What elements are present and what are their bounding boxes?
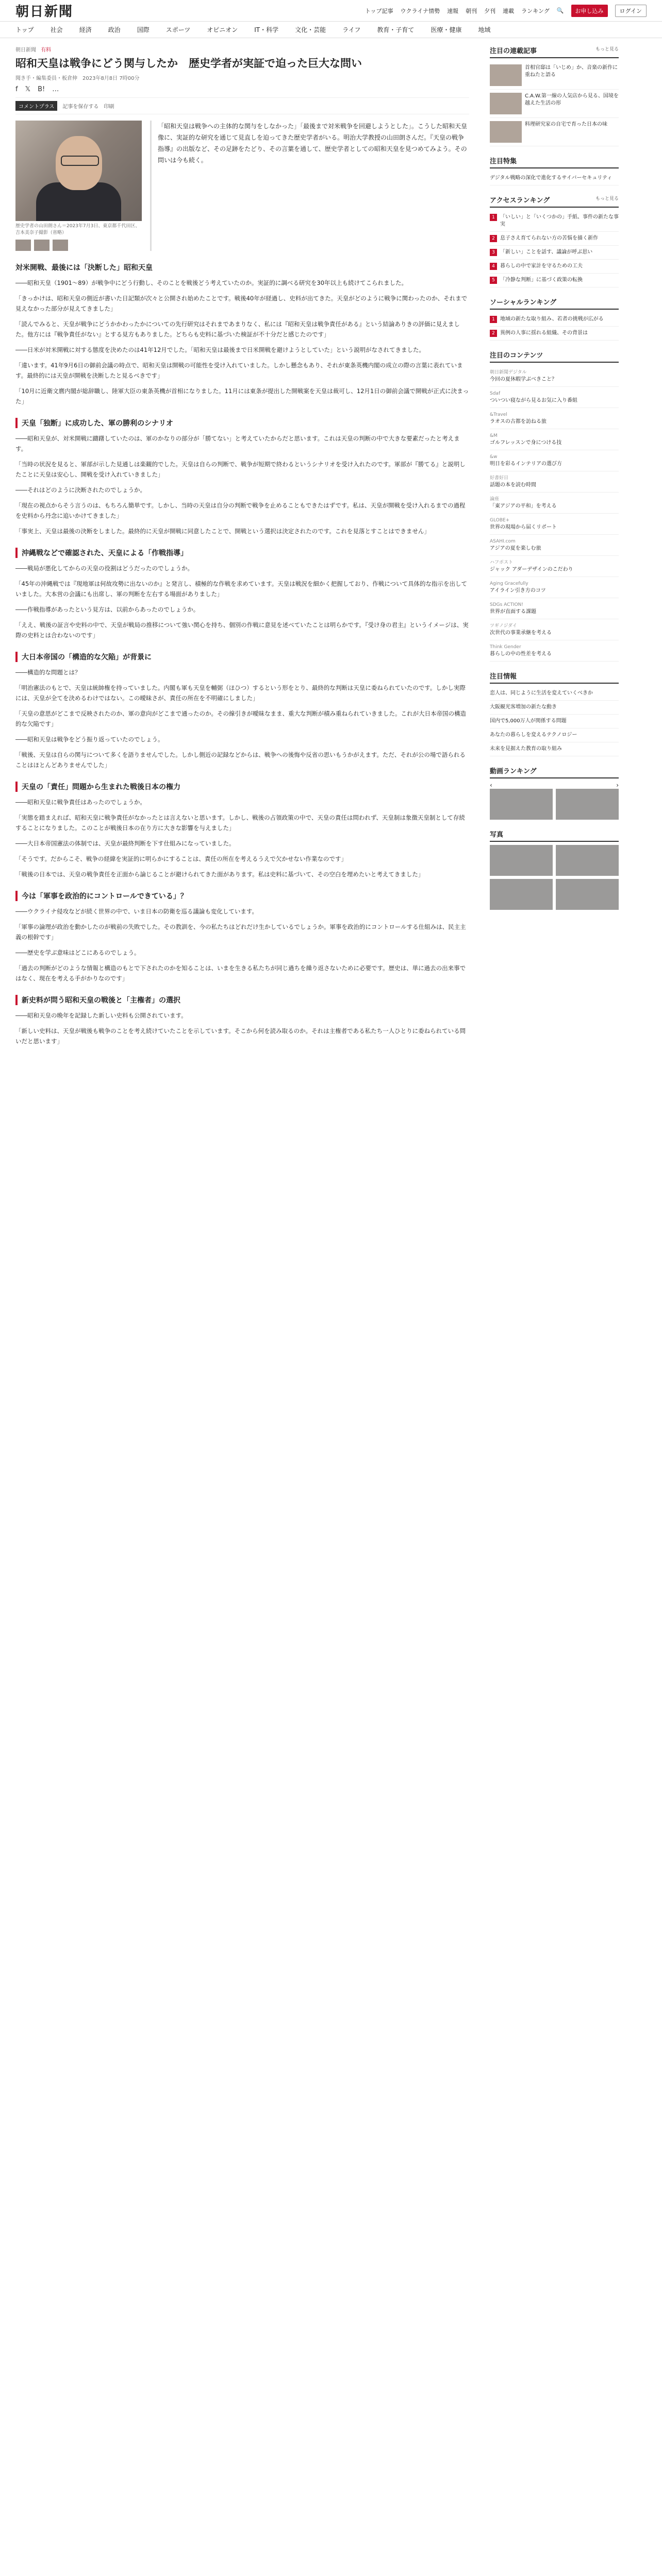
ranking-item[interactable] [490, 246, 619, 260]
photo-thumbnail[interactable] [490, 879, 553, 910]
share-bar [15, 86, 469, 93]
x-share-icon[interactable]: 𝕏 [25, 86, 31, 93]
main-nav-item[interactable]: スポーツ [166, 26, 191, 33]
topic-text: 話題の本を読む時間 [490, 482, 536, 488]
video-thumbnail[interactable] [556, 789, 619, 820]
thumbnail[interactable] [53, 240, 68, 251]
paid-badge: 有料 [41, 47, 52, 53]
more-link[interactable]: もっと見る [595, 47, 619, 52]
comment-plus-button[interactable]: コメントプラス [15, 101, 57, 111]
topic-item[interactable] [490, 408, 619, 429]
topic-text: ラオスの古都を訪ねる旅 [490, 419, 547, 425]
topic-item[interactable] [490, 514, 619, 535]
sidebar [490, 45, 619, 1052]
thumbnail[interactable] [34, 240, 49, 251]
side-list-item[interactable] [490, 90, 619, 118]
paragraph: 「戦後の日本では、天皇の戦争責任を正面から論じることが避けられてきた面があります。私は史料に基づいて、その空白を埋めたいと考えてきました」 [15, 871, 424, 878]
ranking-item[interactable] [490, 313, 619, 327]
paragraph: 「実態を踏まえれば、昭和天皇に戦争責任がなかったとは言えないと思います。しかし、戦後の占領政策の中で、天皇の責任は問われず、天皇制は象徴天皇制として存続することになりました。このことが戦後日本の在り方に大きな影響を与えました」 [15, 814, 465, 832]
video-thumbnail[interactable] [490, 789, 553, 820]
chevron-right-icon[interactable]: › [616, 782, 619, 789]
social-ranking [490, 297, 619, 341]
ranking-item[interactable] [490, 211, 619, 232]
breadcrumb [15, 45, 469, 53]
social-title: ソーシャルランキング [490, 299, 557, 307]
topic-label: 論座 [490, 497, 500, 502]
main-nav-item[interactable]: 教育・子育て [377, 26, 415, 33]
topic-label: &M [490, 433, 498, 438]
feature-item[interactable]: 大阪観光客増加の新たな動き [490, 701, 619, 715]
topic-item[interactable] [490, 429, 619, 450]
paragraph: 「戦後、天皇は自らの関与について多くを語りませんでした。しかし側近の記録などからは、戦争への後悔や反省の思いもうかがえます。ただ、それが公の場で語られることはほとんどありませんでした」 [15, 751, 466, 769]
main-nav-item[interactable]: 経済 [79, 26, 92, 33]
paragraph: ――それはどのように決断されたのでしょうか。 [15, 486, 146, 494]
top-nav-item[interactable]: 連載 [503, 7, 515, 14]
ranking-item[interactable] [490, 232, 619, 246]
topic-label: Sdaf [490, 391, 501, 396]
section-heading: 大日本帝国の「構造的な欠陥」が背景に [15, 652, 469, 662]
top-nav-item[interactable]: 速報 [447, 7, 459, 14]
topic-text: ジャック アダーデザインのこだわり [490, 567, 573, 572]
photo-thumbnail[interactable] [556, 845, 619, 876]
article [15, 45, 469, 1052]
topic-item[interactable] [490, 619, 619, 640]
main-nav-item[interactable]: IT・科学 [254, 26, 279, 33]
section-heading: 新史料が問う昭和天皇の戦後と「主権者」の選択 [15, 995, 469, 1005]
topic-text: ゴルフレッスンで身につける技 [490, 440, 562, 446]
top-nav [365, 5, 647, 17]
topic-item[interactable] [490, 577, 619, 598]
main-nav-item[interactable]: 医療・健康 [431, 26, 462, 33]
thumbnail [490, 121, 522, 143]
main-nav-item[interactable]: 文化・芸能 [295, 26, 326, 33]
photo-thumbnail[interactable] [556, 879, 619, 910]
topic-text: 今回の夏休暇学ぶべきこと？ [490, 377, 557, 382]
breadcrumb-link[interactable]: 朝日新聞 [15, 47, 36, 53]
lead-text: 「昭和天皇は戦争への主体的な関与をしなかった」「最後まで対米戦争を回避しようとした」。こうした昭和天皇像に、実証的な研究を通じて見直しを迫ってきた歴史学者がいる。明治大学教授の山田朗さんだ。『天皇の戦争指導』の出版など、その足跡をたどり、その言葉を通して、歴史学者としての昭和天皇を見つめてみよう。その問いは今も続く。 [150, 121, 469, 251]
byline: 聞き手・編集委員・板倉伸 2023年8月8日 7時00分 [15, 76, 140, 81]
rank-number: 3 [490, 249, 497, 256]
thumbnail [490, 64, 522, 86]
ranking-text: 「いしい」と「いくつかの」手紙、事件の新たな事実 [500, 214, 619, 227]
article-title: 昭和天皇は戦争にどう関与したか 歴史学者が実証で迫った巨大な問い [15, 57, 362, 70]
more-share-icon[interactable]: … [52, 86, 59, 93]
ranking-text: 地域の新たな取り組み、若者の挑戦が広がる [500, 316, 604, 322]
topic-label: Aging Gracefully [490, 581, 528, 586]
paragraph: 「新しい史料は、天皇が戦後も戦争のことを考え続けていたことを示しています。そこから何を読み取るのか。それは主権者である私たち一人ひとりに委ねられている問いだと思います」 [15, 1027, 466, 1045]
top-nav-item[interactable]: ランキング [521, 7, 550, 14]
topic-text: 世界の現場から届くリポート [490, 524, 557, 530]
paragraph: ――日米が対米開戦に対する態度を決めたのは41年12月でした。「昭和天皇は最後まで日米開戦を避けようとしていた」という説明がなされてきました。 [15, 346, 425, 353]
topic-text: 明日を彩るインテリアの選び方 [490, 461, 562, 467]
paragraph: 「明治憲法のもとで、天皇は統帥権を持っていました。内閣も軍も天皇を輔弼（ほひつ）するという形をとり、最終的な判断は天皇に委ねられていたのです。しかし実際には、天皇が全てを決めるわけではない。この曖昧さが、責任の所在を不明確にしました」 [15, 684, 466, 702]
thumbnail-strip [15, 240, 142, 251]
main-nav-item[interactable]: 国際 [137, 26, 150, 33]
top-nav-item[interactable]: ウクライナ情勢 [400, 7, 440, 14]
paragraph: 「45年の沖縄戦では『現地軍は何故攻勢に出ないのか』と発言し、積極的な作戦を求めています。天皇は戦況を細かく把握しており、作戦について具体的な指示を出していました。大本営の会議にも出席し、軍の判断を左右する場面がありました」 [15, 580, 467, 598]
paragraph: 「10月に近衛文麿内閣が総辞職し、陸軍大臣の東条英機が首相になりました。11月には東条が提出した開戦案を天皇は裁可し、12月1日の御前会議で開戦が正式に決まった」 [15, 387, 469, 405]
article-body [15, 262, 469, 1046]
lead-section [15, 121, 469, 251]
paragraph: ――戦局が悪化してからの天皇の役割はどうだったのでしょうか。 [15, 565, 193, 572]
rank-number: 1 [490, 316, 497, 323]
photo-caption: 歴史学者の山田朗さん＝2023年7月3日、東京都千代田区、吉本美奈子撮影（省略） [15, 224, 140, 235]
thumbnail [490, 93, 522, 114]
portrait-photo[interactable] [15, 121, 142, 221]
paragraph: ――昭和天皇の晩年を記録した新しい史料も公開されています。 [15, 1012, 187, 1019]
topic-title: 注目のコンテンツ [490, 352, 543, 360]
topic-label: 朝日新聞デジタル [490, 370, 527, 375]
login-button[interactable]: ログイン [615, 5, 647, 17]
ranking-text: 「冷静な判断」に基づく政策の転換 [500, 277, 583, 283]
ranking-text: 「新しい」ことを話す、議論が呼ぶ思い [500, 249, 593, 255]
photo-thumbnail[interactable] [490, 845, 553, 876]
topic-item[interactable] [490, 598, 619, 619]
topic-text: 暮らしの中の性差を考える [490, 651, 552, 657]
ranking-item[interactable] [490, 327, 619, 341]
topic-label: SDGs ACTION! [490, 602, 524, 607]
feature-item[interactable]: あなたの暮らしを変えるテクノロジー [490, 728, 619, 742]
section-heading: 対米開戦、最後には「決断した」昭和天皇 [15, 264, 153, 272]
topic-label: ツギノジダイ [490, 623, 517, 629]
topic-item[interactable] [490, 535, 619, 556]
digital-item[interactable]: デジタル戦略の深化で進化するサイバーセキュリティ [490, 172, 619, 185]
rank-number: 4 [490, 263, 497, 270]
top-bar [0, 0, 662, 22]
main-nav-item[interactable]: ライフ [342, 26, 361, 33]
subscribe-button[interactable]: お申し込み [571, 5, 608, 17]
topic-text: 世界が直面する課題 [490, 609, 536, 615]
side-list-item[interactable] [490, 118, 619, 146]
paragraph: 「軍事の論理が政治を動かしたのが戦前の失敗でした。その教訓を、今の私たちはどれだけ生かしているでしょうか。軍事を政治的にコントロールする仕組みは、民主主義の根幹です」 [15, 923, 466, 941]
topic-text: アジアの夏を楽しむ旅 [490, 546, 541, 551]
side-item-text: 首相官邸は「いじめ」か、音楽の新作に重ねたと語る [525, 65, 618, 78]
topic-label: 好書好日 [490, 476, 509, 481]
feature-item[interactable]: 恋人は、同じように生活を変えていくべきか [490, 687, 619, 701]
movie-title: 動画ランキング [490, 768, 537, 775]
focus-title: 注目の連載記事 [490, 47, 537, 55]
main-nav-item[interactable]: トップ [15, 26, 34, 33]
ranking-text: 暮らしの中で家計を守るための工夫 [500, 263, 583, 269]
photo-title: 写真 [490, 831, 504, 839]
side-list-item[interactable] [490, 61, 619, 90]
main-nav-item[interactable]: 社会 [50, 26, 63, 33]
paragraph: 「天皇の意思がどこまで反映されたのか、軍の意向がどこまで通ったのか。その線引きが曖昧なまま、重大な判断が積み重ねられていきました。これが大日本帝国の構造的な欠陥です」 [15, 710, 466, 727]
hatena-share-icon[interactable]: B! [38, 86, 45, 93]
movie-ranking [490, 766, 619, 820]
paragraph: ――作戦指導があったという見方は、以前からあったのでしょうか。 [15, 606, 200, 613]
topic-item[interactable] [490, 493, 619, 514]
topic-text: 「東アジアの平和」を考える [490, 503, 557, 509]
topic-text: 次世代の事業承継を考える [490, 630, 552, 636]
chevron-left-icon[interactable]: ‹ [490, 782, 492, 789]
print-button[interactable]: 印刷 [104, 104, 114, 110]
side-item-text: 料理研究家の自宅で育った日本の味 [525, 122, 607, 127]
photo-grid [490, 845, 619, 910]
digital-block [490, 156, 619, 185]
more-link[interactable]: もっと見る [595, 196, 619, 201]
section-heading: 天皇の「責任」問題から生まれた戦後日本の権力 [15, 782, 469, 792]
paragraph: ――昭和天皇は戦争をどう振り返っていたのでしょう。 [15, 736, 164, 743]
section-heading: 沖縄戦などで確認された、天皇による「作戦指導」 [15, 548, 469, 558]
topic-label: ASAHI.com [490, 539, 516, 544]
paragraph: 「当時の状況を見ると、軍部が示した見通しは楽観的でした。天皇は自らの判断で、戦争が短期で終わるというシナリオを受け入れたのです。軍部が『勝てる』と説明したことに天皇は安心し、開戦を受け入れていきました」 [15, 461, 466, 478]
article-tools [15, 97, 469, 114]
topic-item[interactable] [490, 556, 619, 577]
topic-item[interactable] [490, 387, 619, 408]
section-heading: 天皇「独断」に成功した、軍の勝利のシナリオ [15, 418, 469, 428]
paragraph: 「読んでみると、天皇が戦争にどうかかわったかについての先行研究はそれまであまりなく、私には『昭和天皇は戦争責任がある』という結論ありきの評価に見えました。他方には『戦争責任がない』とする見方もありました。どちらも史料に基づいた検証が不十分だと感じたのです」 [15, 320, 460, 338]
paragraph: ――昭和天皇（1901～89）が戦争中にどう行動し、そのことを戦後どう考えていたのか。実証的に調べる研究を30年以上も続けてこられました。 [15, 279, 408, 286]
side-item-text: C.A.W.第一線の人気店から見る、国境を越えた生活の形 [525, 93, 619, 106]
access-ranking [490, 195, 619, 287]
rank-number: 2 [490, 330, 497, 337]
paragraph: ――歴史を学ぶ意味はどこにあるのでしょう。 [15, 949, 140, 956]
paragraph: ――大日本帝国憲法の体制では、天皇が最終判断を下す仕組みになっていました。 [15, 840, 235, 847]
save-article-button[interactable]: 記事を保存する [62, 104, 99, 110]
facebook-share-icon[interactable]: f [15, 86, 18, 93]
movie-grid [490, 789, 619, 820]
main-nav-item[interactable]: オピニオン [207, 26, 238, 33]
topic-label: &w [490, 454, 498, 460]
paragraph: 「違います。41年9月6日の御前会議の時点で、昭和天皇は開戦の可能性を受け入れていました。しかし懸念もあり、それが東条英機内閣の成立の際の言葉に表れています。最終的には天皇が開戦を決断したと見るべきです」 [15, 362, 463, 379]
topic-item[interactable] [490, 640, 619, 662]
paragraph: 「事実上、天皇は最後の決断をしました。最終的に天皇が開戦に同意したことで、開戦という選択は決定されたのです。これを見落とすことはできません」 [15, 528, 430, 535]
topic-label: &Travel [490, 412, 507, 417]
photo-block [490, 829, 619, 910]
paragraph: ――構造的な問題とは？ [15, 669, 81, 676]
feature-item[interactable]: 未来を見据えた教育の取り組み [490, 742, 619, 756]
feature-block [490, 671, 619, 756]
rank-number: 2 [490, 235, 497, 242]
topic-block [490, 350, 619, 662]
search-icon[interactable]: 🔍 [556, 7, 564, 14]
topic-label: ハフポスト [490, 560, 514, 565]
paragraph: ――ウクライナ侵攻などが続く世界の中で、いま日本の防衛を巡る議論も変化しています。 [15, 908, 258, 915]
paragraph: 「きっかけは、昭和天皇の側近が書いた日記類が次々と公開され始めたことです。戦後40年が経過し、史料が出てきた。天皇がどのように戦争に関わったのか、それまで見えなかった部分が見えてきました」 [15, 295, 468, 312]
top-nav-item[interactable]: トップ記事 [365, 7, 393, 14]
site-logo[interactable]: 朝日新聞 [15, 4, 74, 20]
rank-number: 1 [490, 214, 497, 221]
paragraph: 「そうです。だからこそ、戦争の経緯を実証的に明らかにすることは、責任の所在を考えるうえで欠かせない作業なのです」 [15, 855, 347, 862]
ranking-item[interactable] [490, 260, 619, 274]
paragraph: 「現在の視点からそう言うのは、もちろん簡単です。しかし、当時の天皇は自分の判断で戦争を止めることもできたはずです。私は、天皇が開戦を受け入れるまでの過程を史料から丹念に追いかけてきました」 [15, 502, 466, 519]
topic-item[interactable] [490, 366, 619, 387]
digital-title: 注目特集 [490, 158, 517, 165]
main-nav-item[interactable]: 地域 [478, 26, 491, 33]
paragraph: ――昭和天皇が、対米開戦に躊躇していたのは、軍のかなりの部分が「勝てない」と考えていたからだと思います。これは天皇の判断の中で大きな要素だったと考えます。 [15, 435, 460, 452]
topic-item[interactable] [490, 471, 619, 493]
topic-text: ついつい寝ながら見るお気に入り番組 [490, 398, 577, 403]
main-nav-item[interactable]: 政治 [108, 26, 121, 33]
feature-item[interactable]: 国内で5,000万人が関係する問題 [490, 715, 619, 728]
topic-label: GLOBE+ [490, 518, 510, 523]
top-nav-item[interactable]: 朝刊 [466, 7, 477, 14]
topic-text: アイライン引き方のコツ [490, 588, 546, 594]
paragraph: 「過去の判断がどのような情報と構造のもとで下されたのかを知ることは、いまを生きる私たちが同じ過ちを繰り返さないために必要です。歴史は、単に過去の出来事ではなく、現在を考える手がかりなのです」 [15, 964, 466, 982]
ranking-text: 異例の人事に揺れる組織、その背景は [500, 330, 588, 336]
feature-title: 注目情報 [490, 673, 517, 681]
access-title: アクセスランキング [490, 197, 550, 205]
topic-label: Think Gender [490, 645, 521, 650]
section-heading: 今は「軍事を政治的にコントロールできている」？ [15, 891, 469, 901]
focus-block [490, 45, 619, 146]
thumbnail[interactable] [15, 240, 31, 251]
main-nav [0, 22, 662, 38]
rank-number: 5 [490, 277, 497, 284]
paragraph: ――昭和天皇に戦争責任はあったのでしょうか。 [15, 799, 146, 806]
topic-item[interactable] [490, 450, 619, 471]
ranking-text: 息子さえ育てられない方の苦悩を描く新作 [500, 235, 598, 241]
ranking-item[interactable] [490, 274, 619, 287]
top-nav-item[interactable]: 夕刊 [484, 7, 496, 14]
paragraph: 「ええ、戦後の証言や史料の中で、天皇が戦局の推移について強い関心を持ち、個別の作戦に意見を述べていたことは明らかです。『受け身の君主』というイメージは、実際の史料とは合わないのです」 [15, 621, 469, 639]
